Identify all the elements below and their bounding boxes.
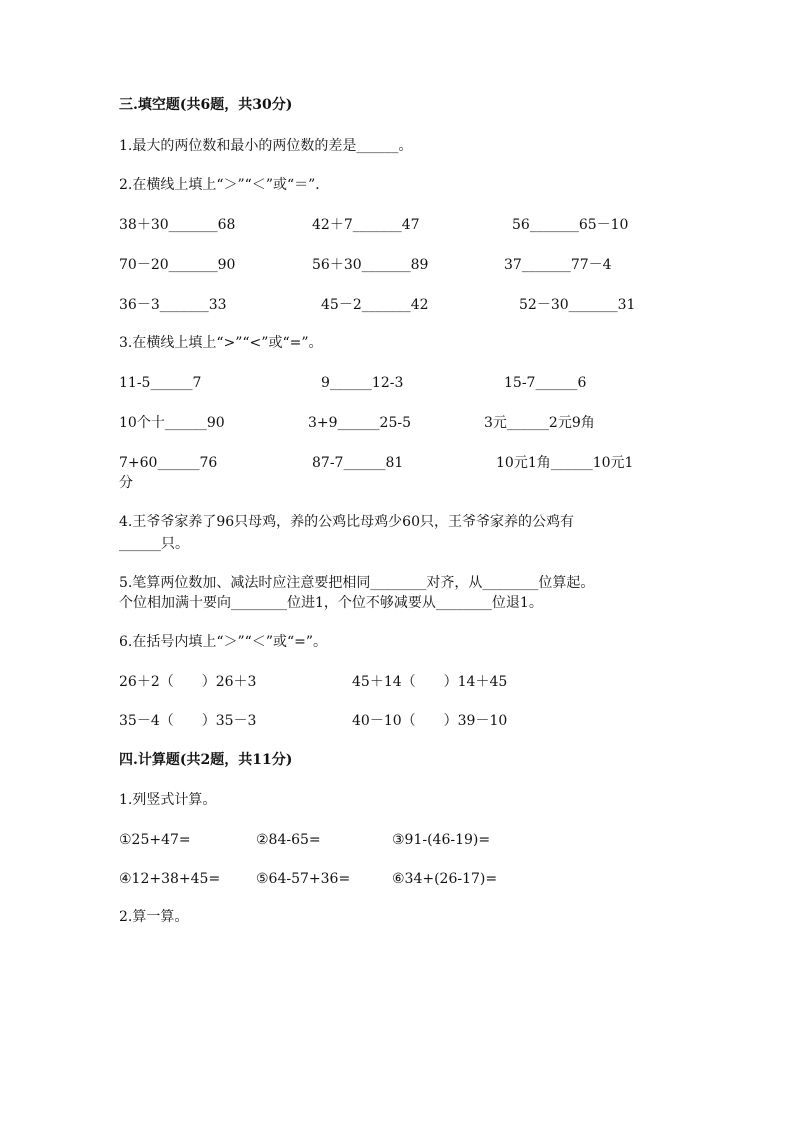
calc-item: ⑤64-57+36= <box>256 871 351 887</box>
q2-item: 70－20_______90 <box>119 257 236 273</box>
calc-item: ④12+38+45= <box>119 871 221 887</box>
q6-item: 45＋14（ ）14＋45 <box>352 674 508 690</box>
question-1: 1.最大的两位数和最小的两位数的差是______。 <box>119 138 413 154</box>
q2-item: 36－3_______33 <box>119 297 227 313</box>
q3-item: 7+60______76 <box>119 455 218 471</box>
q3-item: 11-5______7 <box>119 375 202 391</box>
q2-item: 56_______65－10 <box>512 217 629 233</box>
q3-item: 10个十______90 <box>119 415 225 431</box>
calc-item: ⑥34+(26-17)= <box>392 871 498 887</box>
q2-item: 42＋7_______47 <box>312 217 420 233</box>
section-3-title: 三.填空题(共6题，共30分) <box>119 97 293 113</box>
question-4-line2: ______只。 <box>119 536 189 552</box>
question-3-stem: 3.在横线上填上“>”“<”或“=”。 <box>119 335 323 351</box>
calc-item: ①25+47= <box>119 832 191 848</box>
section-4-question-1-stem: 1.列竖式计算。 <box>119 792 217 808</box>
q2-item: 52－30_______31 <box>519 297 636 313</box>
q3-item: 3元______2元9角 <box>484 415 595 431</box>
q2-item: 37_______77－4 <box>504 257 612 273</box>
q6-item: 26＋2（ ）26＋3 <box>119 674 257 690</box>
q2-item: 56＋30_______89 <box>312 257 429 273</box>
q6-item: 40－10（ ）39－10 <box>352 713 508 729</box>
question-6-stem: 6.在括号内填上“＞”“＜”或“=”。 <box>119 634 328 650</box>
q6-item: 35－4（ ）35－3 <box>119 713 257 729</box>
question-4-line1: 4.王爷爷家养了96只母鸡，养的公鸡比母鸡少60只，王爷爷家养的公鸡有 <box>119 514 574 530</box>
question-5-line1: 5.笔算两位数加、减法时应注意要把相同________对齐，从________位算起。 <box>119 575 595 591</box>
calc-item: ②84-65= <box>256 832 321 848</box>
q2-item: 38＋30_______68 <box>119 217 236 233</box>
question-5-line2: 个位相加满十要向________位进1，个位不够减要从________位退1。 <box>119 595 543 611</box>
question-2-stem: 2.在横线上填上“＞”“＜”或“＝”． <box>119 177 330 193</box>
q3-item: 87-7______81 <box>312 455 404 471</box>
q3-item: 15-7______6 <box>504 375 587 391</box>
q2-item: 45－2_______42 <box>321 297 429 313</box>
q3-item: 9______12-3 <box>321 375 404 391</box>
calc-item: ③91-(46-19)= <box>392 832 491 848</box>
section-4-title: 四.计算题(共2题，共11分) <box>119 752 293 768</box>
section-4-question-2: 2.算一算。 <box>119 909 189 925</box>
q3-wrap-text: 分 <box>119 475 133 491</box>
q3-item: 3+9______25-5 <box>308 415 411 431</box>
q3-item: 10元1角______10元1 <box>496 455 634 471</box>
